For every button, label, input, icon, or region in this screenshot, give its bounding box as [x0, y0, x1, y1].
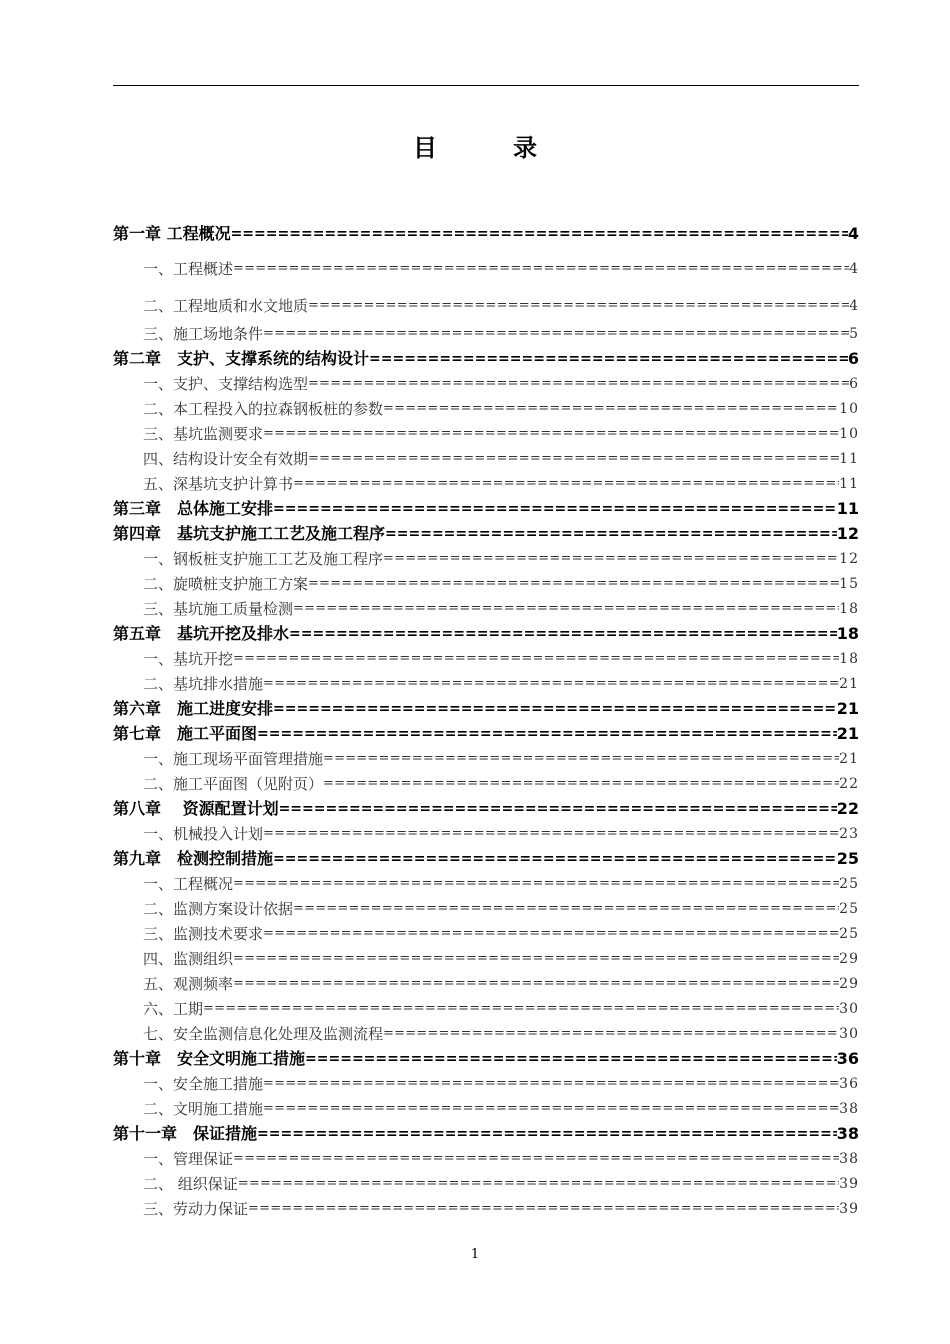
toc-entry-section[interactable]: 一、支护、支撑结构选型 ===== 6	[113, 372, 859, 396]
toc-entry-section[interactable]: 三、劳动力保证 ===== 39	[113, 1197, 859, 1221]
header-rule	[113, 85, 859, 86]
toc-entry-section[interactable]: 三、施工场地条件 ===== 5	[113, 322, 859, 346]
page-title: 目 录	[413, 134, 563, 162]
toc-entry-section[interactable]: 一、工程概述 ===== 4	[113, 257, 859, 281]
toc-entry-chapter[interactable]: 第三章 总体施工安排 ===== 11	[113, 497, 859, 521]
toc-entry-chapter[interactable]: 第十一章 保证措施 ===== 38	[113, 1122, 859, 1146]
page-number: 1	[470, 1247, 480, 1262]
toc-entry-section[interactable]: 二、基坑排水措施 ===== 21	[113, 672, 859, 696]
toc-entry-chapter[interactable]: 第九章 检测控制措施 ===== 25	[113, 847, 859, 871]
toc-entry-section[interactable]: 五、深基坑支护计算书 ===== 11	[113, 472, 859, 496]
toc-entry-section[interactable]: 四、结构设计安全有效期 ===== 11	[113, 447, 859, 471]
toc-entry-section[interactable]: 一、管理保证 ===== 38	[113, 1147, 859, 1171]
toc-entry-chapter[interactable]: 第四章 基坑支护施工工艺及施工程序 ===== 12	[113, 522, 859, 546]
toc-entry-chapter[interactable]: 第八章 资源配置计划 ===== 22	[113, 797, 859, 821]
toc-entry-section[interactable]: 一、基坑开挖 ===== 18	[113, 647, 859, 671]
toc-entry-chapter[interactable]: 第一章 工程概况 ===== 4	[113, 222, 859, 246]
toc-entry-section[interactable]: 一、机械投入计划 ===== 23	[113, 822, 859, 846]
toc-entry-section[interactable]: 六、工期 ===== 30	[113, 997, 859, 1021]
toc-entry-section[interactable]: 二、施工平面图（见附页） ===== 22	[113, 772, 859, 796]
toc-entry-section[interactable]: 二、旋喷桩支护施工方案 ===== 15	[113, 572, 859, 596]
toc-entry-section[interactable]: 一、钢板桩支护施工工艺及施工程序 ===== 12	[113, 547, 859, 571]
toc-entry-section[interactable]: 七、安全监测信息化处理及监测流程 ===== 30	[113, 1022, 859, 1046]
toc-entry-chapter[interactable]: 第二章 支护、支撑系统的结构设计 ===== 6	[113, 347, 859, 371]
toc-entry-section[interactable]: 三、基坑施工质量检测 ===== 18	[113, 597, 859, 621]
toc-entry-section[interactable]: 三、基坑监测要求 ===== 10	[113, 422, 859, 446]
toc-entry-section[interactable]: 二、监测方案设计依据 ===== 25	[113, 897, 859, 921]
toc-entry-section[interactable]: 五、观测频率 ===== 29	[113, 972, 859, 996]
toc-entry-section[interactable]: 三、监测技术要求 ===== 25	[113, 922, 859, 946]
toc-entry-section[interactable]: 二、文明施工措施 ===== 38	[113, 1097, 859, 1121]
toc-entry-chapter[interactable]: 第七章 施工平面图 ===== 21	[113, 722, 859, 746]
toc-entry-chapter[interactable]: 第六章 施工进度安排 ===== 21	[113, 697, 859, 721]
toc-entry-section[interactable]: 一、安全施工措施 ===== 36	[113, 1072, 859, 1096]
toc-entry-section[interactable]: 四、监测组织 ===== 29	[113, 947, 859, 971]
toc-entry-section[interactable]: 二、 组织保证 ===== 39	[113, 1172, 859, 1196]
toc-entry-chapter[interactable]: 第十章 安全文明施工措施 ===== 36	[113, 1047, 859, 1071]
toc-entry-chapter[interactable]: 第五章 基坑开挖及排水 ===== 18	[113, 622, 859, 646]
toc-entry-section[interactable]: 二、本工程投入的拉森钢板桩的参数 ===== 10	[113, 397, 859, 421]
toc-entry-section[interactable]: 一、工程概况 ===== 25	[113, 872, 859, 896]
toc-entry-section[interactable]: 一、施工现场平面管理措施 ===== 21	[113, 747, 859, 771]
toc-entry-section[interactable]: 二、工程地质和水文地质 ===== 4	[113, 294, 859, 318]
